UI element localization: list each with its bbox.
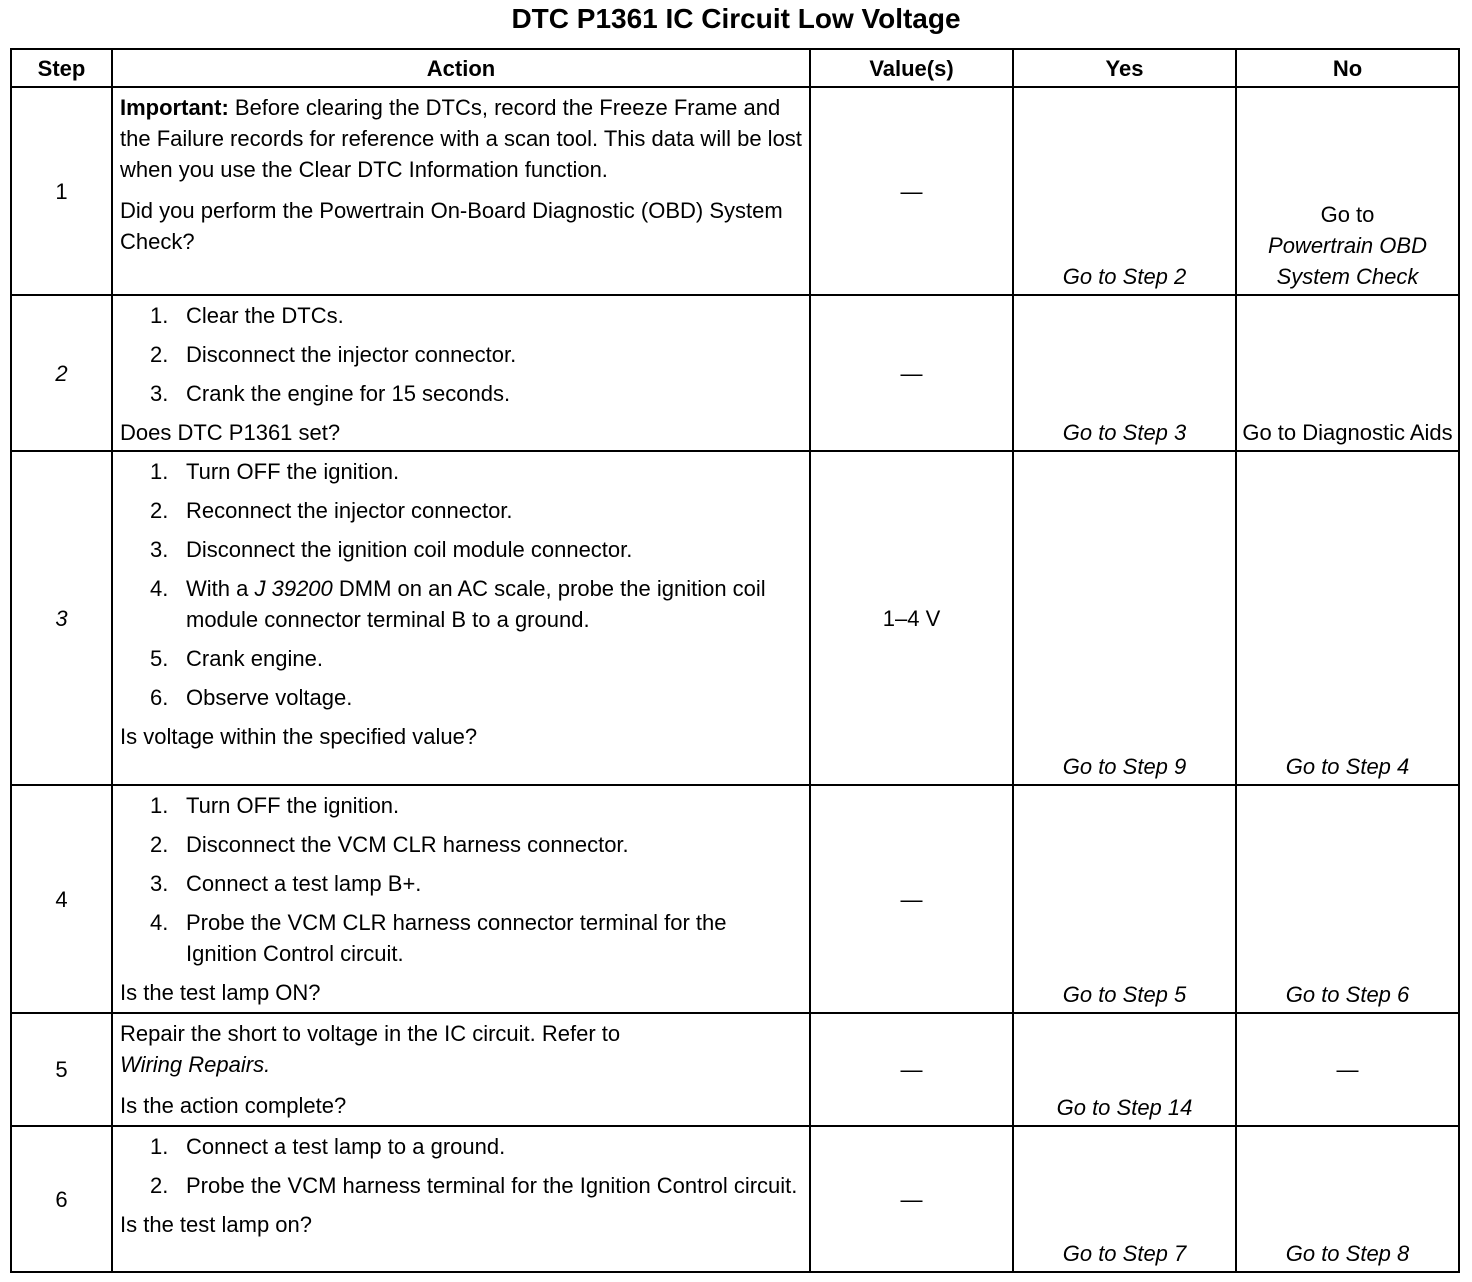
tool-reference: J 39200: [254, 576, 333, 601]
table-row: [11, 87, 1459, 295]
no-link[interactable]: Go to Step 8: [1285, 1241, 1410, 1266]
yes-cell: [1013, 87, 1236, 295]
header-action: Action: [112, 49, 810, 87]
yes-cell: [1013, 295, 1236, 451]
no-link[interactable]: Go to Step 6: [1285, 982, 1410, 1007]
question-text: Is the test lamp ON?: [120, 980, 321, 1005]
yes-cell: [1013, 785, 1236, 1013]
no-link[interactable]: Go to Diagnostic Aids: [1242, 420, 1453, 445]
header-step: Step: [11, 49, 112, 87]
value-cell: —: [810, 1126, 1013, 1272]
yes-link[interactable]: Go to Step 2: [1062, 264, 1187, 289]
action-cell: [112, 1013, 810, 1126]
important-text: Before clearing the DTCs, record the Freeze Frame and the Failure records for reference with a scan tool. This data will be lost when you use the Clear DTC Information function.: [120, 95, 802, 182]
yes-cell: [1013, 1126, 1236, 1272]
no-cell: —: [1236, 1013, 1459, 1126]
no-link[interactable]: Go to Step 4: [1285, 754, 1410, 779]
step-number: 4: [11, 785, 112, 1013]
list-item: 1. Turn OFF the ignition.: [150, 459, 400, 484]
action-list: [120, 1131, 803, 1201]
no-cell: [1236, 451, 1459, 785]
table-header-row: [11, 49, 1459, 87]
action-cell: [112, 295, 810, 451]
question-text: Did you perform the Powertrain On-Board Diagnostic (OBD) System Check?: [120, 198, 783, 254]
page-title: DTC P1361 IC Circuit Low Voltage: [511, 3, 961, 34]
list-item: 1. Turn OFF the ignition.: [150, 793, 400, 818]
diagnostic-table: [10, 48, 1460, 1273]
no-cell: [1236, 785, 1459, 1013]
step-number: 1: [11, 87, 112, 295]
value-cell: —: [810, 1013, 1013, 1126]
question-text: Does DTC P1361 set?: [120, 420, 341, 445]
header-values: Value(s): [810, 49, 1013, 87]
action-cell: [112, 1126, 810, 1272]
step-number: 3: [11, 451, 112, 785]
list-item: 4. With a J 39200 DMM on an AC scale, probe the ignition coil module connector terminal B to a ground.: [150, 576, 766, 632]
step-number: 5: [11, 1013, 112, 1126]
header-no: No: [1236, 49, 1459, 87]
action-list: [120, 456, 803, 713]
question-text: Is the test lamp on?: [120, 1212, 312, 1237]
list-item: 2. Probe the VCM harness terminal for the Ignition Control circuit.: [150, 1173, 798, 1198]
no-prefix: Go to: [1320, 202, 1375, 227]
list-item: 2. Disconnect the VCM CLR harness connector.: [150, 832, 629, 857]
no-cell: [1236, 1126, 1459, 1272]
step-number: 2: [11, 295, 112, 451]
value-cell: 1–4 V: [810, 451, 1013, 785]
important-note: [120, 92, 803, 185]
question-text: Is voltage within the specified value?: [120, 724, 478, 749]
table-row: [11, 1126, 1459, 1272]
list-item: 3. Connect a test lamp B+.: [150, 871, 422, 896]
action-cell: [112, 87, 810, 295]
action-cell: [112, 785, 810, 1013]
yes-cell: [1013, 1013, 1236, 1126]
list-item: 1. Connect a test lamp to a ground.: [150, 1134, 506, 1159]
action-cell: [112, 451, 810, 785]
value-cell: —: [810, 785, 1013, 1013]
action-list: [120, 300, 803, 409]
table-row: [11, 451, 1459, 785]
action-text: Repair the short to voltage in the IC circuit. Refer to Wiring Repairs.: [120, 1021, 621, 1077]
value-cell: —: [810, 295, 1013, 451]
wiring-repairs-link[interactable]: Wiring Repairs.: [120, 1052, 271, 1077]
action-list: [120, 790, 803, 969]
yes-link[interactable]: Go to Step 9: [1062, 754, 1187, 779]
list-item: 4. Probe the VCM CLR harness connector terminal for the Ignition Control circuit.: [150, 910, 727, 966]
yes-link[interactable]: Go to Step 14: [1056, 1095, 1193, 1120]
important-label: Important:: [120, 95, 229, 120]
list-item: 6. Observe voltage.: [150, 685, 353, 710]
header-yes: Yes: [1013, 49, 1236, 87]
yes-cell: [1013, 451, 1236, 785]
no-cell: [1236, 295, 1459, 451]
list-item: 1. Clear the DTCs.: [150, 303, 344, 328]
list-item: 3. Crank the engine for 15 seconds.: [150, 381, 511, 406]
yes-link[interactable]: Go to Step 7: [1062, 1241, 1187, 1266]
table-row: [11, 1013, 1459, 1126]
list-item: 5. Crank engine.: [150, 646, 323, 671]
table-row: [11, 785, 1459, 1013]
no-link[interactable]: Powertrain OBD System Check: [1268, 233, 1427, 289]
value-cell: —: [810, 87, 1013, 295]
table-row: [11, 295, 1459, 451]
yes-link[interactable]: Go to Step 5: [1062, 982, 1187, 1007]
list-item: 2. Disconnect the injector connector.: [150, 342, 517, 367]
list-item: 2. Reconnect the injector connector.: [150, 498, 513, 523]
step-number: 6: [11, 1126, 112, 1272]
list-item: 3. Disconnect the ignition coil module connector.: [150, 537, 633, 562]
no-cell: [1236, 87, 1459, 295]
question-text: Is the action complete?: [120, 1093, 347, 1118]
yes-link[interactable]: Go to Step 3: [1062, 420, 1187, 445]
